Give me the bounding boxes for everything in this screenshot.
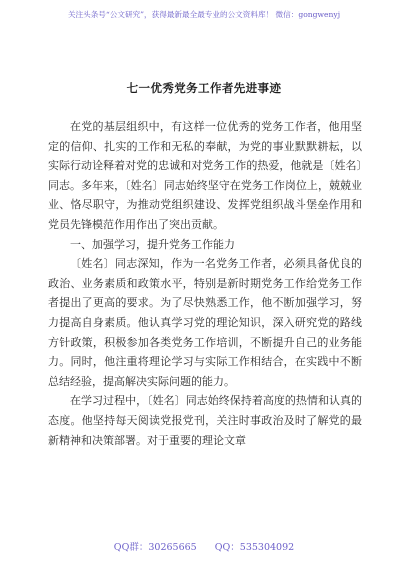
document-title: 七一优秀党务工作者先进事迹 — [126, 81, 282, 95]
header-promo-note: 关注头条号“公文研究”，获得最新最全最专业的公文资料库！ 微信：gongwenyj — [67, 10, 341, 19]
footer-contact — [0, 542, 408, 554]
paragraph-attitude: 在学习过程中，〔姓名〕同志始终保持着高度的热情和认真的态度。他坚持每天阅读党报党刊，关注时事政治及时了解党的最新精神和决策部署。对于重要的理论文章 — [48, 394, 362, 447]
paragraph-intro: 在党的基层组织中，有这样一位优秀的党务工作者，他用坚定的信仰、扎实的工作和无私的奉献，为党的事业默默耕耘，以实际行动诠释着对党的忠诚和对党务工作的热爱，他就是〔姓名〕同志。多年来，〔姓名〕同志始终坚守在党务工作岗位上，兢兢业业、恪尽职守，为推动党组织建设、发挥党组织战斗堡垒作用和党员先锋模范作用作出了突出贡献。 — [48, 120, 362, 231]
section-heading-1: 一、加强学习，提升党务工作能力 — [70, 237, 235, 251]
paragraph-study: 〔姓名〕同志深知，作为一名党务工作者，必须具备优良的政治、业务素质和政策水平，特别是新时期党务工作给党务工作者提出了更高的要求。为了尽快熟悉工作，他不断加强学习，努力提高自身素质。他认真学习党的理论知识，深入研究党的路线方针政策，积极参加各类党务工作培训，不断提升自己的业务能力。同时，他注重将理论学习与实际工作相结合，在实践中不断总结经验，提高解决实际问题的能力。 — [48, 257, 362, 388]
footer-qq: QQ：535304092 — [214, 542, 295, 553]
footer-qq-group: QQ群：30265665 — [113, 542, 197, 553]
document-body — [48, 117, 362, 450]
